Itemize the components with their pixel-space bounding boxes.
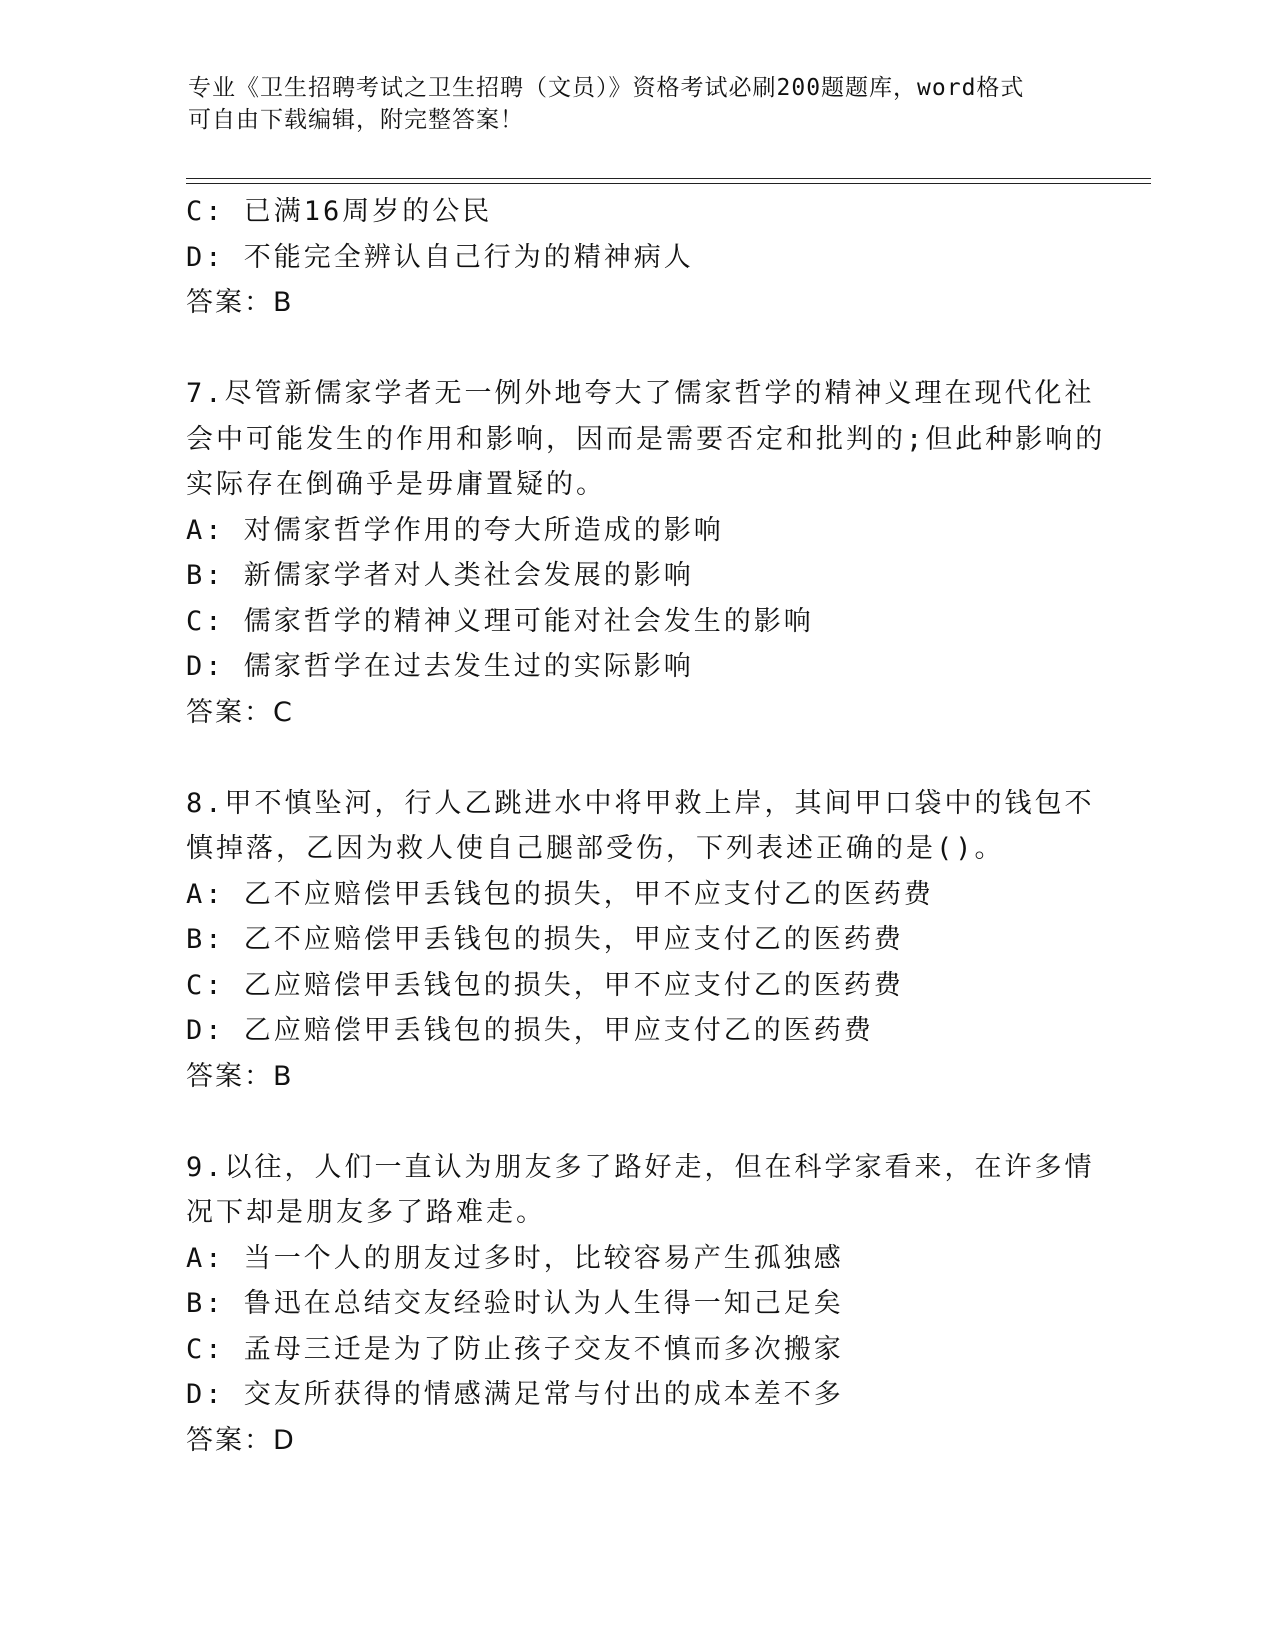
question-stem-line: 况下却是朋友多了路难走。 — [186, 1197, 546, 1228]
option-b: B: 新儒家学者对人类社会发展的影响 — [186, 560, 694, 591]
question-7 — [186, 371, 1106, 735]
answer-label: 答案：B — [186, 287, 294, 318]
option-a: A: 当一个人的朋友过多时，比较容易产生孤独感 — [186, 1242, 844, 1274]
question-8 — [186, 781, 1095, 1100]
spacer — [186, 1099, 1086, 1145]
question-9 — [186, 1145, 1095, 1464]
option-d: D: 交友所获得的情感满足常与付出的成本差不多 — [186, 1379, 844, 1410]
header-line-1: 专业《卫生招聘考试之卫生招聘（文员）》资格考试必刷200题题库，word格式 — [188, 75, 1025, 101]
header-divider-top — [186, 178, 1151, 179]
option-b: B: 鲁迅在总结交友经验时认为人生得一知己足矣 — [186, 1288, 844, 1319]
answer-label: 答案：B — [186, 1060, 294, 1092]
answer-label: 答案：D — [186, 1424, 296, 1456]
option-c: C: 孟母三迁是为了防止孩子交友不慎而多次搬家 — [186, 1333, 844, 1365]
option-a: A: 对儒家哲学作用的夸大所造成的影响 — [186, 514, 724, 546]
question-stem-line: 8.甲不慎坠河，行人乙跳进水中将甲救上岸，其间甲口袋中的钱包不 — [186, 787, 1095, 819]
question-stem-line: 实际存在倒确乎是毋庸置疑的。 — [186, 469, 606, 500]
option-d: D: 乙应赔偿甲丢钱包的损失，甲应支付乙的医药费 — [186, 1015, 874, 1046]
option-d: D: 儒家哲学在过去发生过的实际影响 — [186, 651, 694, 682]
question-stem-line: 慎掉落，乙因为救人使自己腿部受伤，下列表述正确的是()。 — [186, 833, 1005, 864]
option-a: A: 乙不应赔偿甲丢钱包的损失，甲不应支付乙的医药费 — [186, 878, 934, 910]
document-body — [186, 189, 1106, 1463]
option-c: C: 儒家哲学的精神义理可能对社会发生的影响 — [186, 605, 814, 637]
answer-label: 答案：C — [186, 696, 294, 728]
spacer — [186, 326, 1086, 372]
question-stem-line: 9.以往，人们一直认为朋友多了路好走，但在科学家看来，在许多情 — [186, 1151, 1095, 1183]
header-divider-bottom — [186, 183, 1151, 184]
option-b: B: 乙不应赔偿甲丢钱包的损失，甲应支付乙的医药费 — [186, 924, 904, 955]
question-stem-line: 7.尽管新儒家学者无一例外地夸大了儒家哲学的精神义理在现代化社 — [186, 378, 1095, 409]
question-stem-line: 会中可能发生的作用和影响，因而是需要否定和批判的;但此种影响的 — [186, 423, 1106, 455]
spacer — [186, 735, 1086, 781]
option-c: C: 乙应赔偿甲丢钱包的损失，甲不应支付乙的医药费 — [186, 969, 904, 1001]
question-fragment — [186, 189, 1086, 326]
page-header — [188, 72, 1068, 136]
option-d: D: 不能完全辨认自己行为的精神病人 — [186, 241, 694, 273]
option-c: C: 已满16周岁的公民 — [186, 196, 493, 227]
header-line-2: 可自由下载编辑，附完整答案！ — [188, 107, 524, 133]
